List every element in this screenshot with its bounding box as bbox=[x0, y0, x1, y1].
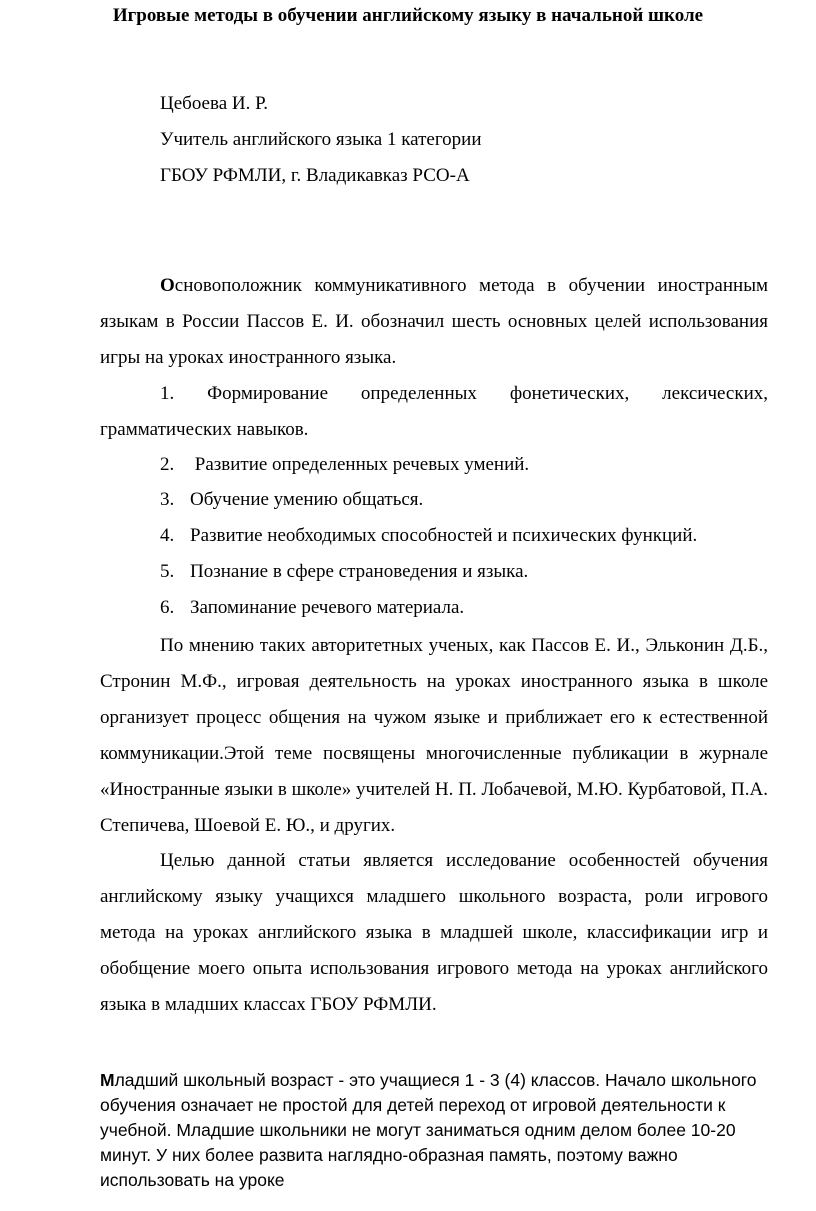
age-first-letter: М bbox=[100, 1070, 115, 1090]
goal-item-1 bbox=[100, 376, 768, 448]
goal-number: 2. bbox=[160, 454, 175, 475]
intro-paragraph bbox=[100, 268, 768, 376]
author-name: Цебоева И. Р. bbox=[160, 93, 269, 114]
goal-text: Формирование определенных фонетических, лексических, грамматических навыков. bbox=[100, 383, 768, 440]
goal-text: Познание в сфере страноведения и языка. bbox=[190, 561, 529, 582]
goal-number: 6. bbox=[160, 597, 175, 618]
goal-text: Обучение умению общаться. bbox=[190, 489, 424, 510]
authorities-paragraph: По мнению таких авторитетных ученых, как Пассов Е. И., Эльконин Д.Б., Стронин М.Ф., игровая деятельность на уроках иностранного языка в школе организует процесс общения на чужом языке и приближает его к естественной коммуникации.Этой теме посвящены многочисленные публикации в журнале «Иностранные языки в школе» учителей Н. П. Лобачевой, М.Ю. Курбатовой, П.А. Степичева, Шоевой Е. Ю., и других. bbox=[100, 635, 768, 836]
goal-number: 3. bbox=[160, 489, 175, 510]
goal-number: 1. bbox=[160, 383, 175, 404]
goal-item-6 bbox=[160, 596, 464, 620]
goal-item-2 bbox=[160, 453, 529, 477]
goal-item-3 bbox=[160, 488, 423, 512]
document-title: Игровые методы в обучении английскому языку в начальной школе bbox=[112, 5, 704, 26]
goal-number: 4. bbox=[160, 525, 175, 546]
age-paragraph bbox=[100, 1068, 768, 1193]
goal-item-5 bbox=[160, 560, 528, 584]
author-position: Учитель английского языка 1 категории bbox=[160, 129, 482, 150]
author-organization: ГБОУ РФМЛИ, г. Владикавказ РСО-А bbox=[160, 165, 470, 186]
goal-text: Развитие определенных речевых умений. bbox=[190, 454, 530, 475]
goal-text: Запоминание речевого материала. bbox=[190, 597, 465, 618]
goal-item-4 bbox=[160, 524, 697, 548]
purpose-paragraph: Целью данной статьи является исследование особенностей обучения английскому языку учащихся младшего школьного возраста, роли игрового метода на уроках английского языка в младшей школе, классификации игр и обобщение моего опыта использования игрового метода на уроках английского языка в младших классах ГБОУ РФМЛИ. bbox=[100, 850, 768, 1015]
intro-text: сновоположник коммуникативного метода в обучении иностранным языкам в России Пассов Е. И. обозначил шесть основных целей использования игры на уроках иностранного языка. bbox=[100, 275, 768, 368]
intro-first-letter: О bbox=[160, 275, 175, 296]
goal-number: 5. bbox=[160, 561, 175, 582]
goal-text: Развитие необходимых способностей и психических функций. bbox=[190, 525, 698, 546]
age-text: ладший школьный возраст - это учащиеся 1 - 3 (4) классов. Начало школьного обучения означает не простой для детей переход от игровой деятельности к учебной. Младшие школьники не могут заниматься одним делом более 10-20 минут. У них более развита наглядно-образная память, поэтому важно использовать на уроке bbox=[100, 1070, 757, 1190]
